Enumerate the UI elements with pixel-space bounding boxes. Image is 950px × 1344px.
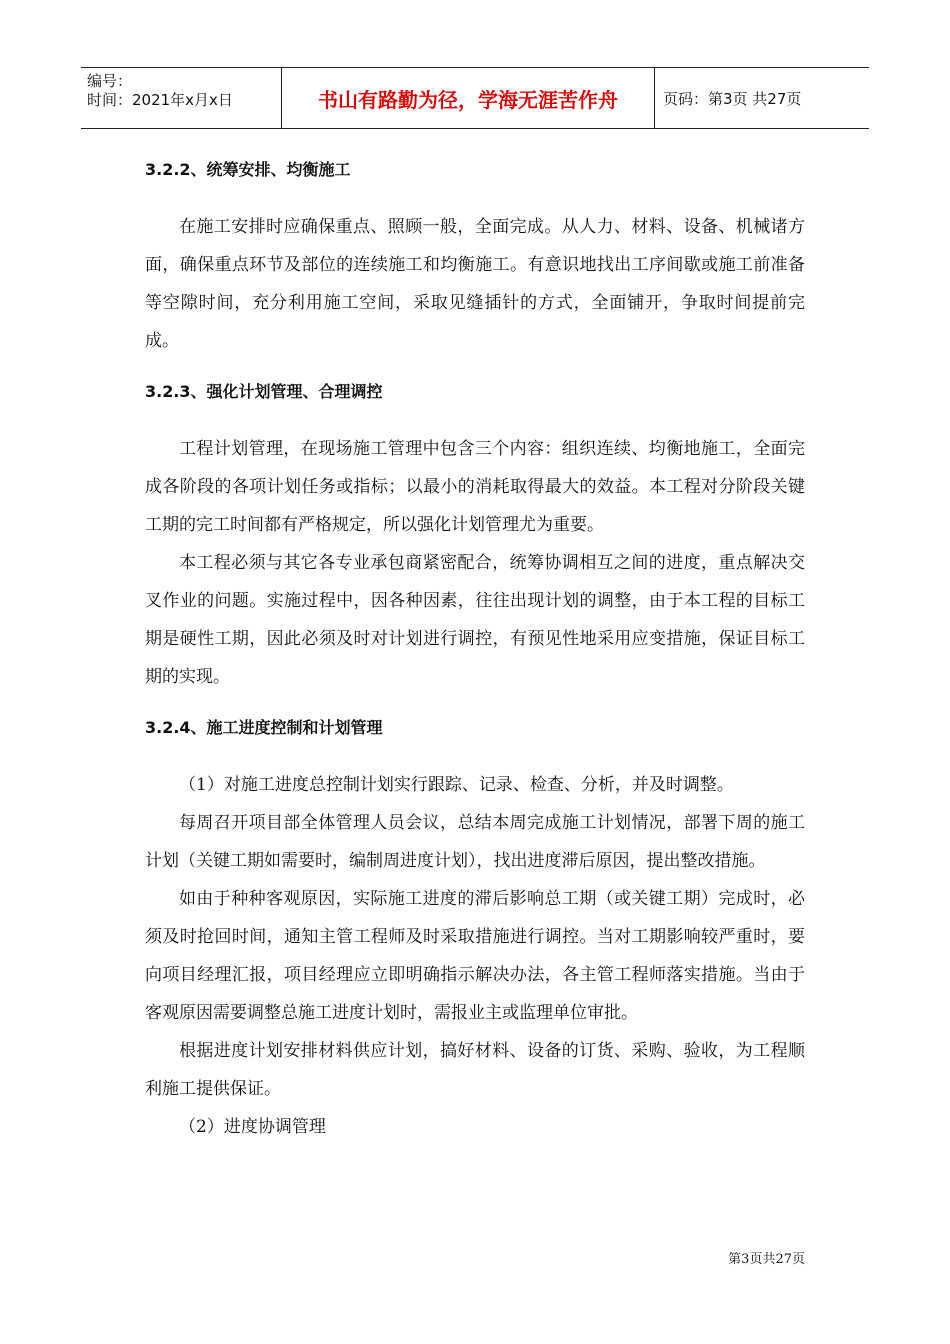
header-date-label: 时间：2021年x月x日	[87, 91, 233, 109]
paragraph: 如由于种种客观原因，实际施工进度的滞后影响总工期（或关键工期）完成时，必须及时抢回时间，通知主管工程师及时采取措施进行调控。当对工期影响较严重时，要向项目经理汇报，项目经理应立即明确指示解决办法，各主管工程师落实措施。当由于客观原因需要调整总施工进度计划时，需报业主或监理单位审批。	[145, 889, 805, 1023]
section-heading: 3.2.4、施工进度控制和计划管理	[145, 718, 383, 737]
page-footer: 第3页共27页	[728, 1252, 805, 1267]
paragraph: （2）进度协调管理	[179, 1117, 326, 1137]
paragraph: 根据进度计划安排材料供应计划，搞好材料、设备的订货、采购、验收，为工程顺利施工提供保证。	[145, 1041, 805, 1099]
paragraph: 在施工安排时应确保重点、照顾一般，全面完成。从人力、材料、设备、机械诸方面，确保重点环节及部位的连续施工和均衡施工。有意识地找出工序间歇或施工前准备等空隙时间，充分利用施工空间，采取见缝插针的方式，全面铺开，争取时间提前完成。	[145, 217, 805, 351]
header-motto: 书山有路勤为径，学海无涯苦作舟	[282, 68, 655, 128]
section-3-2-2	[145, 150, 805, 360]
paragraph: 本工程必须与其它各专业承包商紧密配合，统筹协调相互之间的进度，重点解决交叉作业的问题。实施过程中，因各种因素，往往出现计划的调整，由于本工程的目标工期是硬性工期，因此必须及时对计划进行调控，有预见性地采用应变措施，保证目标工期的实现。	[145, 553, 805, 687]
header-number-label: 编号：	[87, 72, 133, 90]
section-heading: 3.2.2、统筹安排、均衡施工	[145, 160, 351, 179]
document-body	[145, 150, 805, 1146]
paragraph: 每周召开项目部全体管理人员会议，总结本周完成施工计划情况，部署下周的施工计划（关键工期如需要时，编制周进度计划），找出进度滞后原因，提出整改措施。	[145, 813, 805, 871]
paragraph: （1）对施工进度总控制计划实行跟踪、记录、检查、分析，并及时调整。	[179, 775, 734, 795]
header-meta-cell	[81, 68, 282, 128]
section-3-2-4	[145, 708, 805, 1146]
header-page-label: 页码：第3页 共27页	[663, 89, 802, 108]
section-heading: 3.2.3、强化计划管理、合理调控	[145, 382, 383, 401]
paragraph: 工程计划管理，在现场施工管理中包含三个内容：组织连续、均衡地施工，全面完成各阶段的各项计划任务或指标；以最小的消耗取得最大的效益。本工程对分阶段关键工期的完工时间都有严格规定，所以强化计划管理尤为重要。	[145, 439, 805, 535]
section-3-2-3	[145, 372, 805, 696]
document-header	[81, 67, 869, 129]
